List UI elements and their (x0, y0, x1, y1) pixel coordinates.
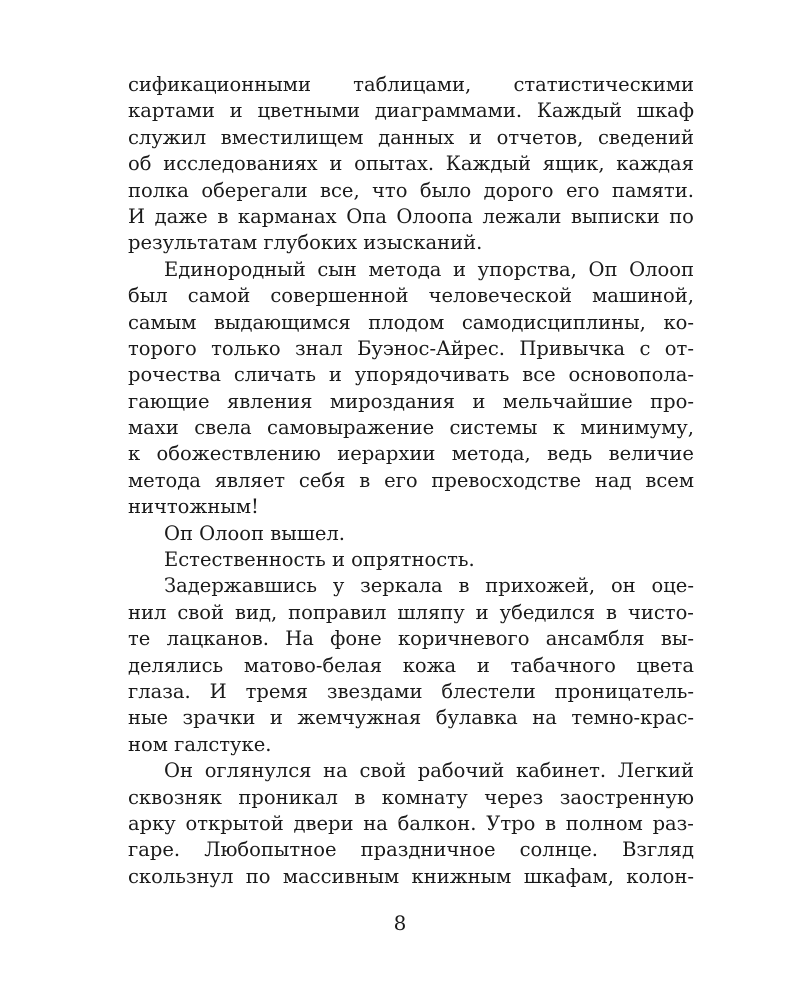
text-line: арку открытой двери на балкон. Утро в полном раз- (128, 811, 694, 835)
text-line: махи свела самовыражение системы к минимуму, (128, 416, 694, 440)
text-line: ном галстуке. (128, 732, 272, 756)
text-line: Задержавшись у зеркала в прихожей, он оце- (164, 574, 694, 598)
page-body-text (128, 72, 694, 890)
text-line: сификационными таблицами, статистическими (128, 73, 694, 96)
text-line: самым выдающимся плодом самодисциплины, ко- (128, 310, 694, 334)
text-line: глаза. И тремя звездами блестели проницатель- (128, 679, 694, 703)
text-line: к обожествлению иерархии метода, ведь величие (128, 442, 694, 466)
text-line: полка оберегали все, что было дорого его памяти. (128, 178, 694, 202)
text-line: картами и цветными диаграммами. Каждый шкаф (128, 99, 694, 123)
text-line: гающие явления мироздания и мельчайшие про- (128, 389, 694, 413)
text-line: рочества сличать и упорядочивать все основопола- (128, 363, 694, 387)
text-line: ничтожным! (128, 495, 259, 519)
text-line: скользнул по массивным книжным шкафам, колон- (128, 864, 694, 888)
text-line: результатам глубоких изысканий. (128, 231, 483, 255)
text-line: Естественность и опрятность. (164, 548, 475, 572)
page-number: 8 (393, 911, 407, 935)
text-line: Единородный сын метода и упорства, Оп Олооп (164, 257, 694, 281)
text-line: ные зрачки и жемчужная булавка на темно-крас- (128, 706, 694, 730)
text-line: Оп Олооп вышел. (164, 521, 345, 545)
text-line: служил вместилищем данных и отчетов, сведений (128, 125, 694, 149)
text-line: гаре. Любопытное праздничное солнце. Взгляд (128, 838, 694, 862)
text-line: торого только знал Буэнос-Айрес. Привычка с от- (128, 336, 694, 360)
text-line: был самой совершенной человеческой машиной, (128, 284, 694, 308)
text-line: И даже в карманах Опа Олоопа лежали выписки по (128, 204, 694, 228)
text-line: делялись матово-белая кожа и табачного цвета (128, 653, 694, 677)
text-line: метода являет себя в его превосходстве над всем (128, 468, 694, 492)
text-line: сквозняк проникал в комнату через заостренную (128, 785, 694, 809)
text-line: те лацканов. На фоне коричневого ансамбля вы- (128, 627, 694, 651)
text-line: нил свой вид, поправил шляпу и убедился в чисто- (128, 600, 694, 624)
text-line: Он оглянулся на свой рабочий кабинет. Легкий (164, 759, 694, 783)
text-line: об исследованиях и опытах. Каждый ящик, каждая (128, 152, 694, 176)
